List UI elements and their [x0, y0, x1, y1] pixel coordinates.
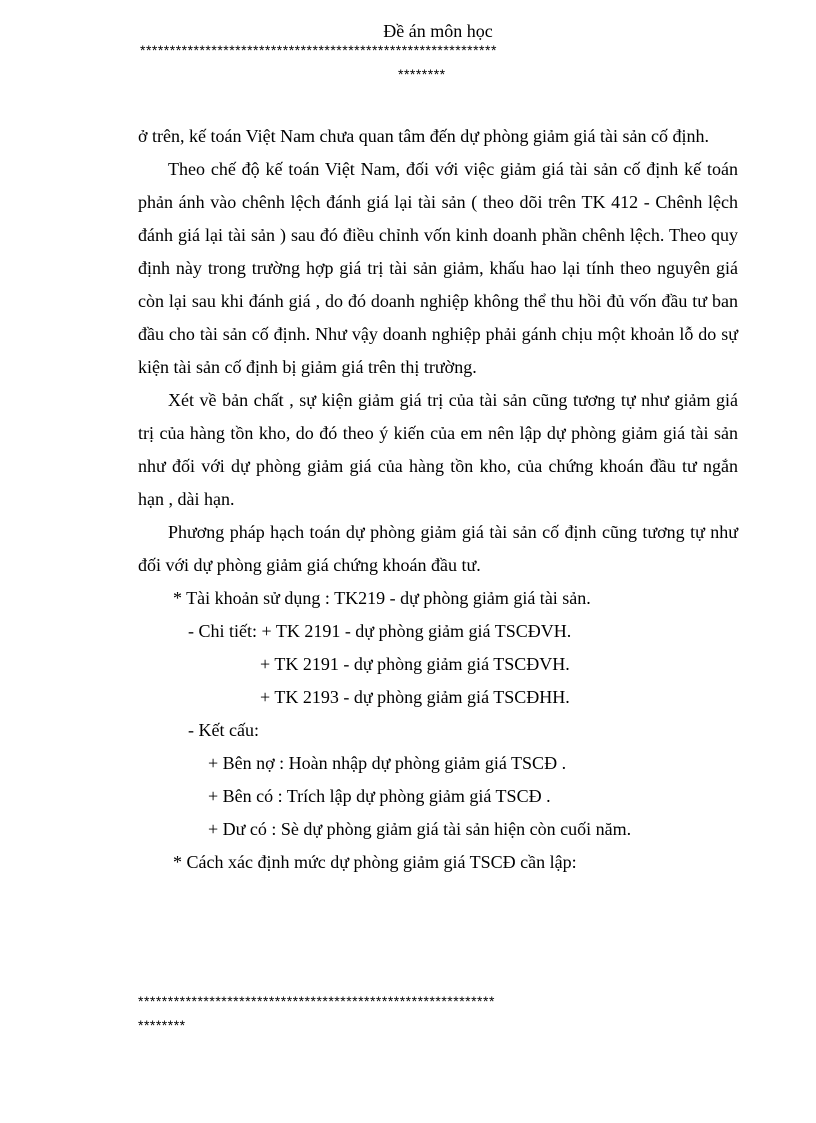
paragraph-method: Phương pháp hạch toán dự phòng giảm giá tài sản cố định cũng tương tự như đối với dự phòng giảm giá chứng khoán đầu tư.	[138, 522, 738, 575]
structure-label: - Kết cấu:	[188, 720, 259, 740]
determination-method-line: * Cách xác định mức dự phòng giảm giá TSCĐ cần lập:	[173, 852, 577, 872]
document-body	[138, 120, 738, 879]
page-header-title: Đề án môn học	[383, 21, 493, 41]
detail-line: - Chi tiết: + TK 2191 - dự phòng giảm giá TSCĐVH.	[188, 621, 572, 641]
paragraph-continuation: ở trên, kế toán Việt Nam chưa quan tâm đến dự phòng giảm giá tài sản cố định.	[138, 126, 709, 146]
account-used-line: * Tài khoản sử dụng : TK219 - dự phòng giảm giá tài sản.	[173, 588, 591, 608]
footer-separator: ************************************************************	[138, 993, 495, 1009]
credit-balance-line: + Dư có : Sè dự phòng giảm giá tài sản hiện còn cuối năm.	[208, 819, 632, 839]
detail-sub-line-2: + TK 2193 - dự phòng giảm giá TSCĐHH.	[260, 687, 570, 707]
header-separator: ************************************************************	[140, 42, 497, 58]
paragraph-essence: Xét về bản chất , sự kiện giảm giá trị của tài sản cũng tương tự như giảm giá trị của hàng tồn kho, do đó theo ý kiến của em nên lập dự phòng giảm giá tài sản như đối với dự phòng giảm giá của hàng tồn kho, của chứng khoán đầu tư ngắn hạn , dài hạn.	[138, 390, 738, 509]
debit-side-line: + Bên nợ : Hoàn nhập dự phòng giảm giá TSCĐ .	[208, 753, 567, 773]
paragraph-vietnam-accounting-regime: Theo chế độ kế toán Việt Nam, đối với việc giảm giá tài sản cố định kế toán phản ánh vào chênh lệch đánh giá lại tài sản ( theo dõi trên TK 412 - Chênh lệch đánh giá lại tài sản ) sau đó điều chỉnh vốn kinh doanh phần chênh lệch. Theo quy định này trong trường hợp giá trị tài sản giảm, khấu hao lại tính theo nguyên giá còn lại sau khi đánh giá , do đó doanh nghiệp không thể thu hồi đủ vốn đầu tư ban đầu cho tài sản cố định. Như vậy doanh nghiệp phải gánh chịu một khoản lỗ do sự kiện tài sản cố định bị giảm giá trên thị trường.	[138, 159, 738, 377]
detail-sub-line-1: + TK 2191 - dự phòng giảm giá TSCĐVH.	[260, 654, 570, 674]
header-separator-continued: ********	[398, 66, 446, 82]
credit-side-line: + Bên có : Trích lập dự phòng giảm giá TSCĐ .	[208, 786, 551, 806]
footer-separator-continued: ********	[138, 1017, 186, 1033]
